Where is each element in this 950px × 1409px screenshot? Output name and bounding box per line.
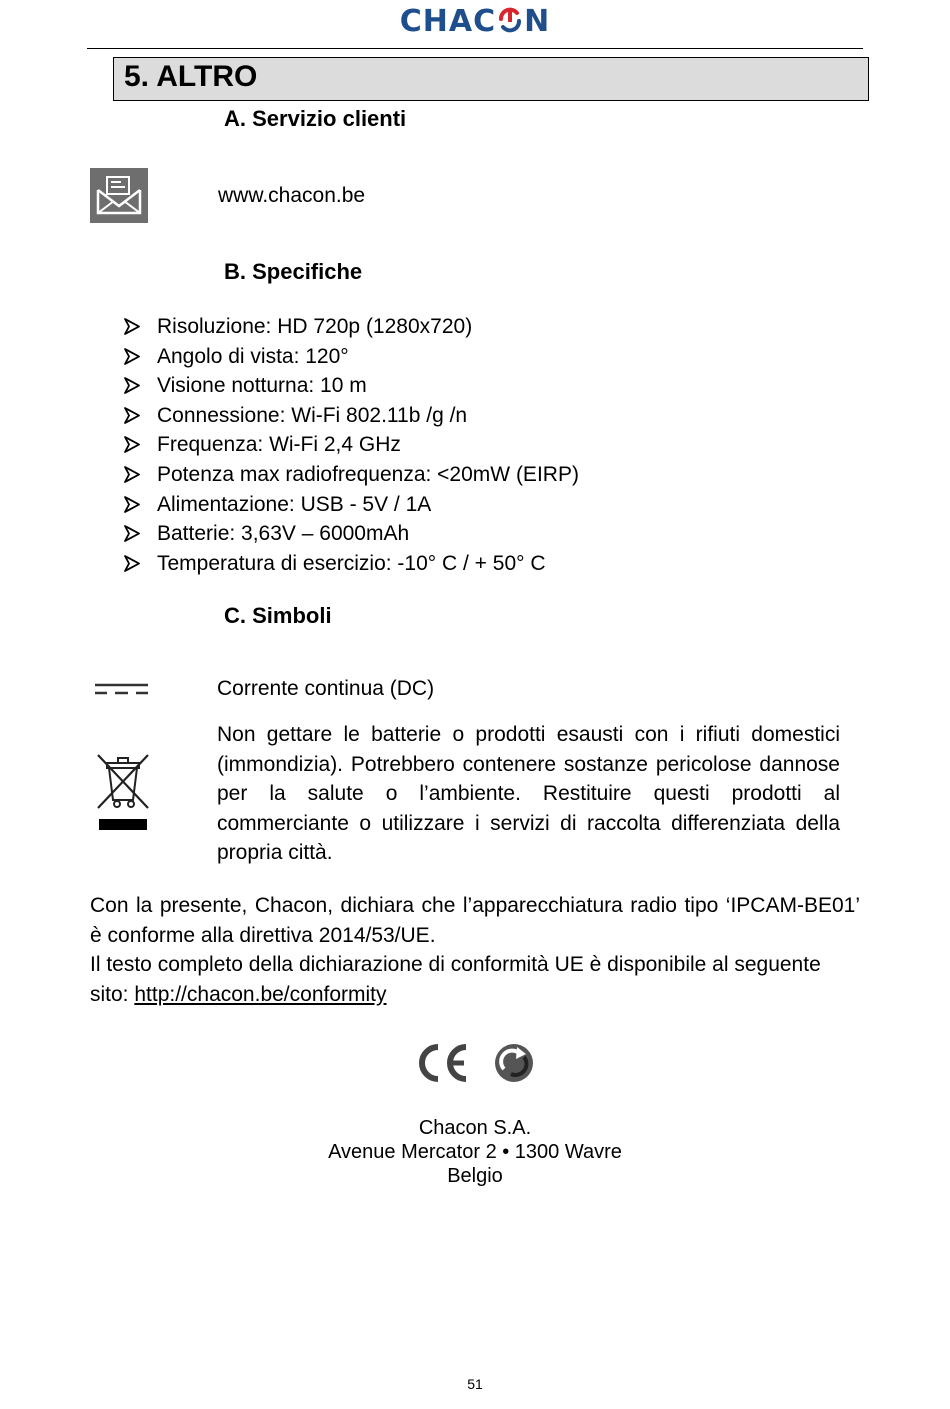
spec-item	[124, 490, 579, 520]
spec-item	[124, 460, 579, 490]
spec-item	[124, 371, 579, 401]
spec-item-text: Frequenza: Wi-Fi 2,4 GHz	[157, 433, 401, 457]
arrow-bullet-icon	[124, 496, 140, 513]
arrow-bullet-icon	[124, 466, 140, 483]
company-name: Chacon S.A.	[418, 1117, 532, 1139]
arrow-bullet-icon	[124, 407, 140, 424]
availability-text: Il testo completo della dichiarazione di conformità UE è disponibile al seguente sito:	[90, 953, 821, 1006]
dc-current-icon	[95, 682, 149, 696]
arrow-bullet-icon	[124, 348, 140, 365]
arrow-bullet-icon	[124, 377, 140, 394]
arrow-bullet-icon	[124, 555, 140, 572]
spec-item	[124, 342, 579, 372]
spec-item-text: Potenza max radiofrequenza: <20mW (EIRP)	[157, 462, 579, 486]
recycle-mark-icon	[493, 1042, 535, 1084]
chacon-logo	[0, 4, 950, 39]
specs-heading: B. Specifiche	[224, 259, 363, 284]
spec-item	[124, 312, 579, 342]
dc-description: Corrente continua (DC)	[217, 677, 435, 700]
company-street: Avenue Mercator 2 • 1300 Wavre	[328, 1141, 622, 1163]
spec-item	[124, 401, 579, 431]
conformity-declaration: Con la presente, Chacon, dichiara che l’apparecchiatura radio tipo ‘IPCAM-BE01’ è conforme alla direttiva 2014/53/UE.	[90, 894, 860, 947]
spec-item-text: Angolo di vista: 120°	[157, 344, 349, 368]
customer-service-heading: A. Servizio clienti	[224, 106, 407, 131]
section-title: 5. ALTRO	[124, 60, 258, 93]
spec-item	[124, 549, 579, 579]
spec-list	[124, 312, 579, 578]
spec-item	[124, 430, 579, 460]
arrow-bullet-icon	[124, 525, 140, 542]
conformity-availability	[90, 950, 865, 1009]
arrow-bullet-icon	[124, 436, 140, 453]
company-country: Belgio	[447, 1165, 503, 1187]
envelope-icon	[90, 168, 148, 223]
spec-item-text: Alimentazione: USB - 5V / 1A	[157, 492, 432, 516]
logo-text-end: N	[524, 4, 551, 39]
spec-item	[124, 519, 579, 549]
arrow-bullet-icon	[124, 318, 140, 335]
spec-item-text: Visione notturna: 10 m	[157, 374, 367, 398]
logo-text-start: CHAC	[399, 4, 497, 39]
spec-item-text: Temperatura di esercizio: -10° C / + 50° C	[157, 551, 546, 575]
ce-mark-icon	[416, 1043, 472, 1083]
spec-item-text: Batterie: 3,63V – 6000mAh	[157, 522, 410, 546]
spec-item-text: Risoluzione: HD 720p (1280x720)	[157, 315, 473, 338]
page-number: 51	[467, 1376, 483, 1392]
crossed-bin-icon	[95, 752, 151, 832]
symbols-heading: C. Simboli	[224, 603, 332, 628]
weee-description: Non gettare le batterie o prodotti esausti con i rifiuti domestici (immondizia). Potrebbero contenere sostanze pericolose dannose per la salute o l’ambiente. Restituire questi prodotti al commerciante o utilizzare i servizi di raccolta differenziata della propria città.	[217, 723, 840, 864]
header-rule	[87, 48, 863, 49]
logo-o-icon	[497, 6, 523, 34]
conformity-link[interactable]: http://chacon.be/conformity	[134, 982, 387, 1006]
spec-item-text: Connessione: Wi-Fi 802.11b /g /n	[157, 403, 468, 427]
company-address	[0, 1116, 950, 1188]
website-link[interactable]: www.chacon.be	[218, 184, 366, 207]
